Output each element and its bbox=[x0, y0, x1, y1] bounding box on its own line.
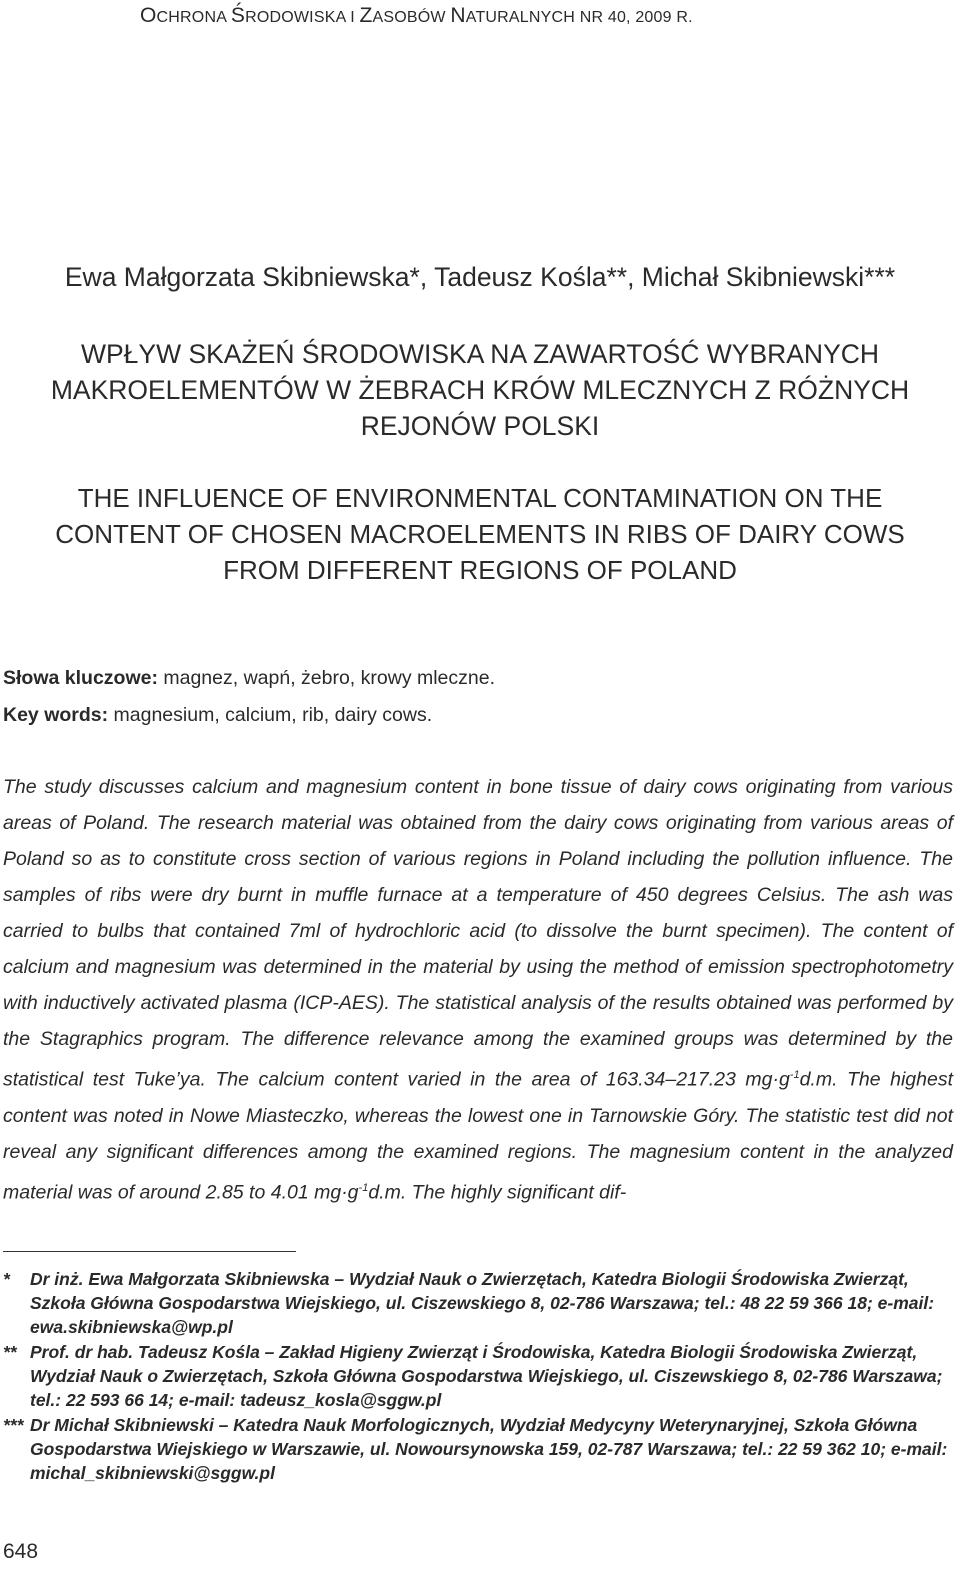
title-polish bbox=[0, 336, 960, 444]
abstract-text: d.m. The highest content was noted in Nowe Miasteczko, whereas the lowest one in Tarnowskie Góry. The statistic test did not reveal any significant differences among the examined regions. The magnesium content in the analyzed material was of around 2.85 to 4.01 mg·g bbox=[3, 1068, 953, 1203]
page-number: 648 bbox=[3, 1540, 39, 1563]
footnote bbox=[3, 1340, 953, 1412]
keywords-polish bbox=[3, 667, 495, 690]
footnote-text: Dr Michał Skibniewski – Katedra Nauk Morfologicznych, Wydział Medycyny Weterynaryjnej, Szkoła Główna Gospodarstwa Wiejskiego w Warszawie, ul. Nowoursynowska 159, 02-787 Warszawa; tel.: 22 59 362 10; e-mail: michal_skibniewski@sggw.pl bbox=[30, 1415, 948, 1483]
keywords-english-value: magnesium, calcium, rib, dairy cows. bbox=[108, 704, 433, 726]
footnote-marker: *** bbox=[3, 1415, 24, 1435]
title-english-line: FROM DIFFERENT REGIONS OF POLAND bbox=[223, 555, 737, 585]
journal-word: OCHRONA bbox=[140, 4, 231, 27]
footnote bbox=[3, 1267, 953, 1339]
authors: Ewa Małgorzata Skibniewska*, Tadeusz Kośla**, Michał Skibniewski*** bbox=[64, 262, 896, 292]
footnote-marker: * bbox=[3, 1269, 10, 1289]
journal-word: ZASOBÓW bbox=[359, 4, 451, 27]
abstract-text: d.m. The highly significant dif- bbox=[368, 1181, 627, 1203]
footnotes bbox=[3, 1267, 953, 1486]
title-polish-line: MAKROELEMENTÓW W ŻEBRACH KRÓW MLECZNYCH Z RÓŻNYCH bbox=[50, 375, 910, 405]
title-polish-line: WPŁYW SKAŻEŃ ŚRODOWISKA NA ZAWARTOŚĆ WYBRANYCH bbox=[80, 339, 880, 369]
footnote bbox=[3, 1413, 953, 1485]
title-polish-line: REJONÓW POLSKI bbox=[360, 411, 600, 441]
footnote-text: Prof. dr hab. Tadeusz Kośla – Zakład Higieny Zwierząt i Środowiska, Katedra Biologii Środowiska Zwierząt, Wydział Nauk o Zwierzętach, Szkoła Główna Gospodarstwa Wiejskiego, ul. Ciszewskiego 8, 02-786 Warszawa; tel.: 22 593 66 14; e-mail: tadeusz_kosla@sggw.pl bbox=[30, 1342, 943, 1410]
superscript: -1 bbox=[358, 1181, 369, 1194]
footnote-text: Dr inż. Ewa Małgorzata Skibniewska – Wydział Nauk o Zwierzętach, Katedra Biologii Środowiska Zwierząt, Szkoła Główna Gospodarstwa Wiejskiego, ul. Ciszewskiego 8, 02-786 Warszawa; tel.: 48 22 59 366 18; e-mail: ewa.skibniewska@wp.pl bbox=[30, 1269, 935, 1337]
superscript: -1 bbox=[789, 1069, 800, 1081]
abstract-text: The study discusses calcium and magnesium content in bone tissue of dairy cows originating from various areas of Poland. The research material was obtained from the dairy cows originating from various areas of Poland so as to constitute cross section of various regions in Poland including the pollution influence. The samples of ribs were dry burnt in muffle furnace at a temperature of 450 degrees Celsius. The ash was carried to bulbs that contained 7ml of hydrochloric acid (to dissolve the burnt specimen). The content of calcium and magnesium was determined in the material by using the method of emission spectrophotometry with inductively activated plasma (ICP-AES). The statistical analysis of the results obtained was performed by the Stagraphics program. The difference relevance among the examined groups was determined by the statistical test Tuke’ya. The calcium content varied in the area of 163.34–217.23 mg·g bbox=[3, 776, 953, 1091]
footnote-marker: ** bbox=[3, 1342, 17, 1362]
journal-word: ŚRODOWISKA I bbox=[230, 4, 360, 27]
keywords-polish-label: Słowa kluczowe: bbox=[3, 667, 158, 689]
abstract bbox=[3, 769, 953, 1210]
title-english-line: CONTENT OF CHOSEN MACROELEMENTS IN RIBS OF DAIRY COWS bbox=[55, 519, 905, 549]
journal-word: NATURALNYCH bbox=[450, 4, 580, 27]
keywords-polish-value: magnez, wapń, żebro, krowy mleczne. bbox=[157, 667, 496, 689]
issue-info: NR 40, 2009 R. bbox=[579, 9, 693, 26]
footnote-divider bbox=[3, 1251, 296, 1252]
keywords-english bbox=[3, 704, 432, 727]
title-english bbox=[0, 480, 960, 588]
keywords-english-label: Key words: bbox=[3, 704, 109, 726]
title-english-line: THE INFLUENCE OF ENVIRONMENTAL CONTAMINATION ON THE bbox=[77, 483, 883, 513]
running-header bbox=[140, 4, 693, 28]
